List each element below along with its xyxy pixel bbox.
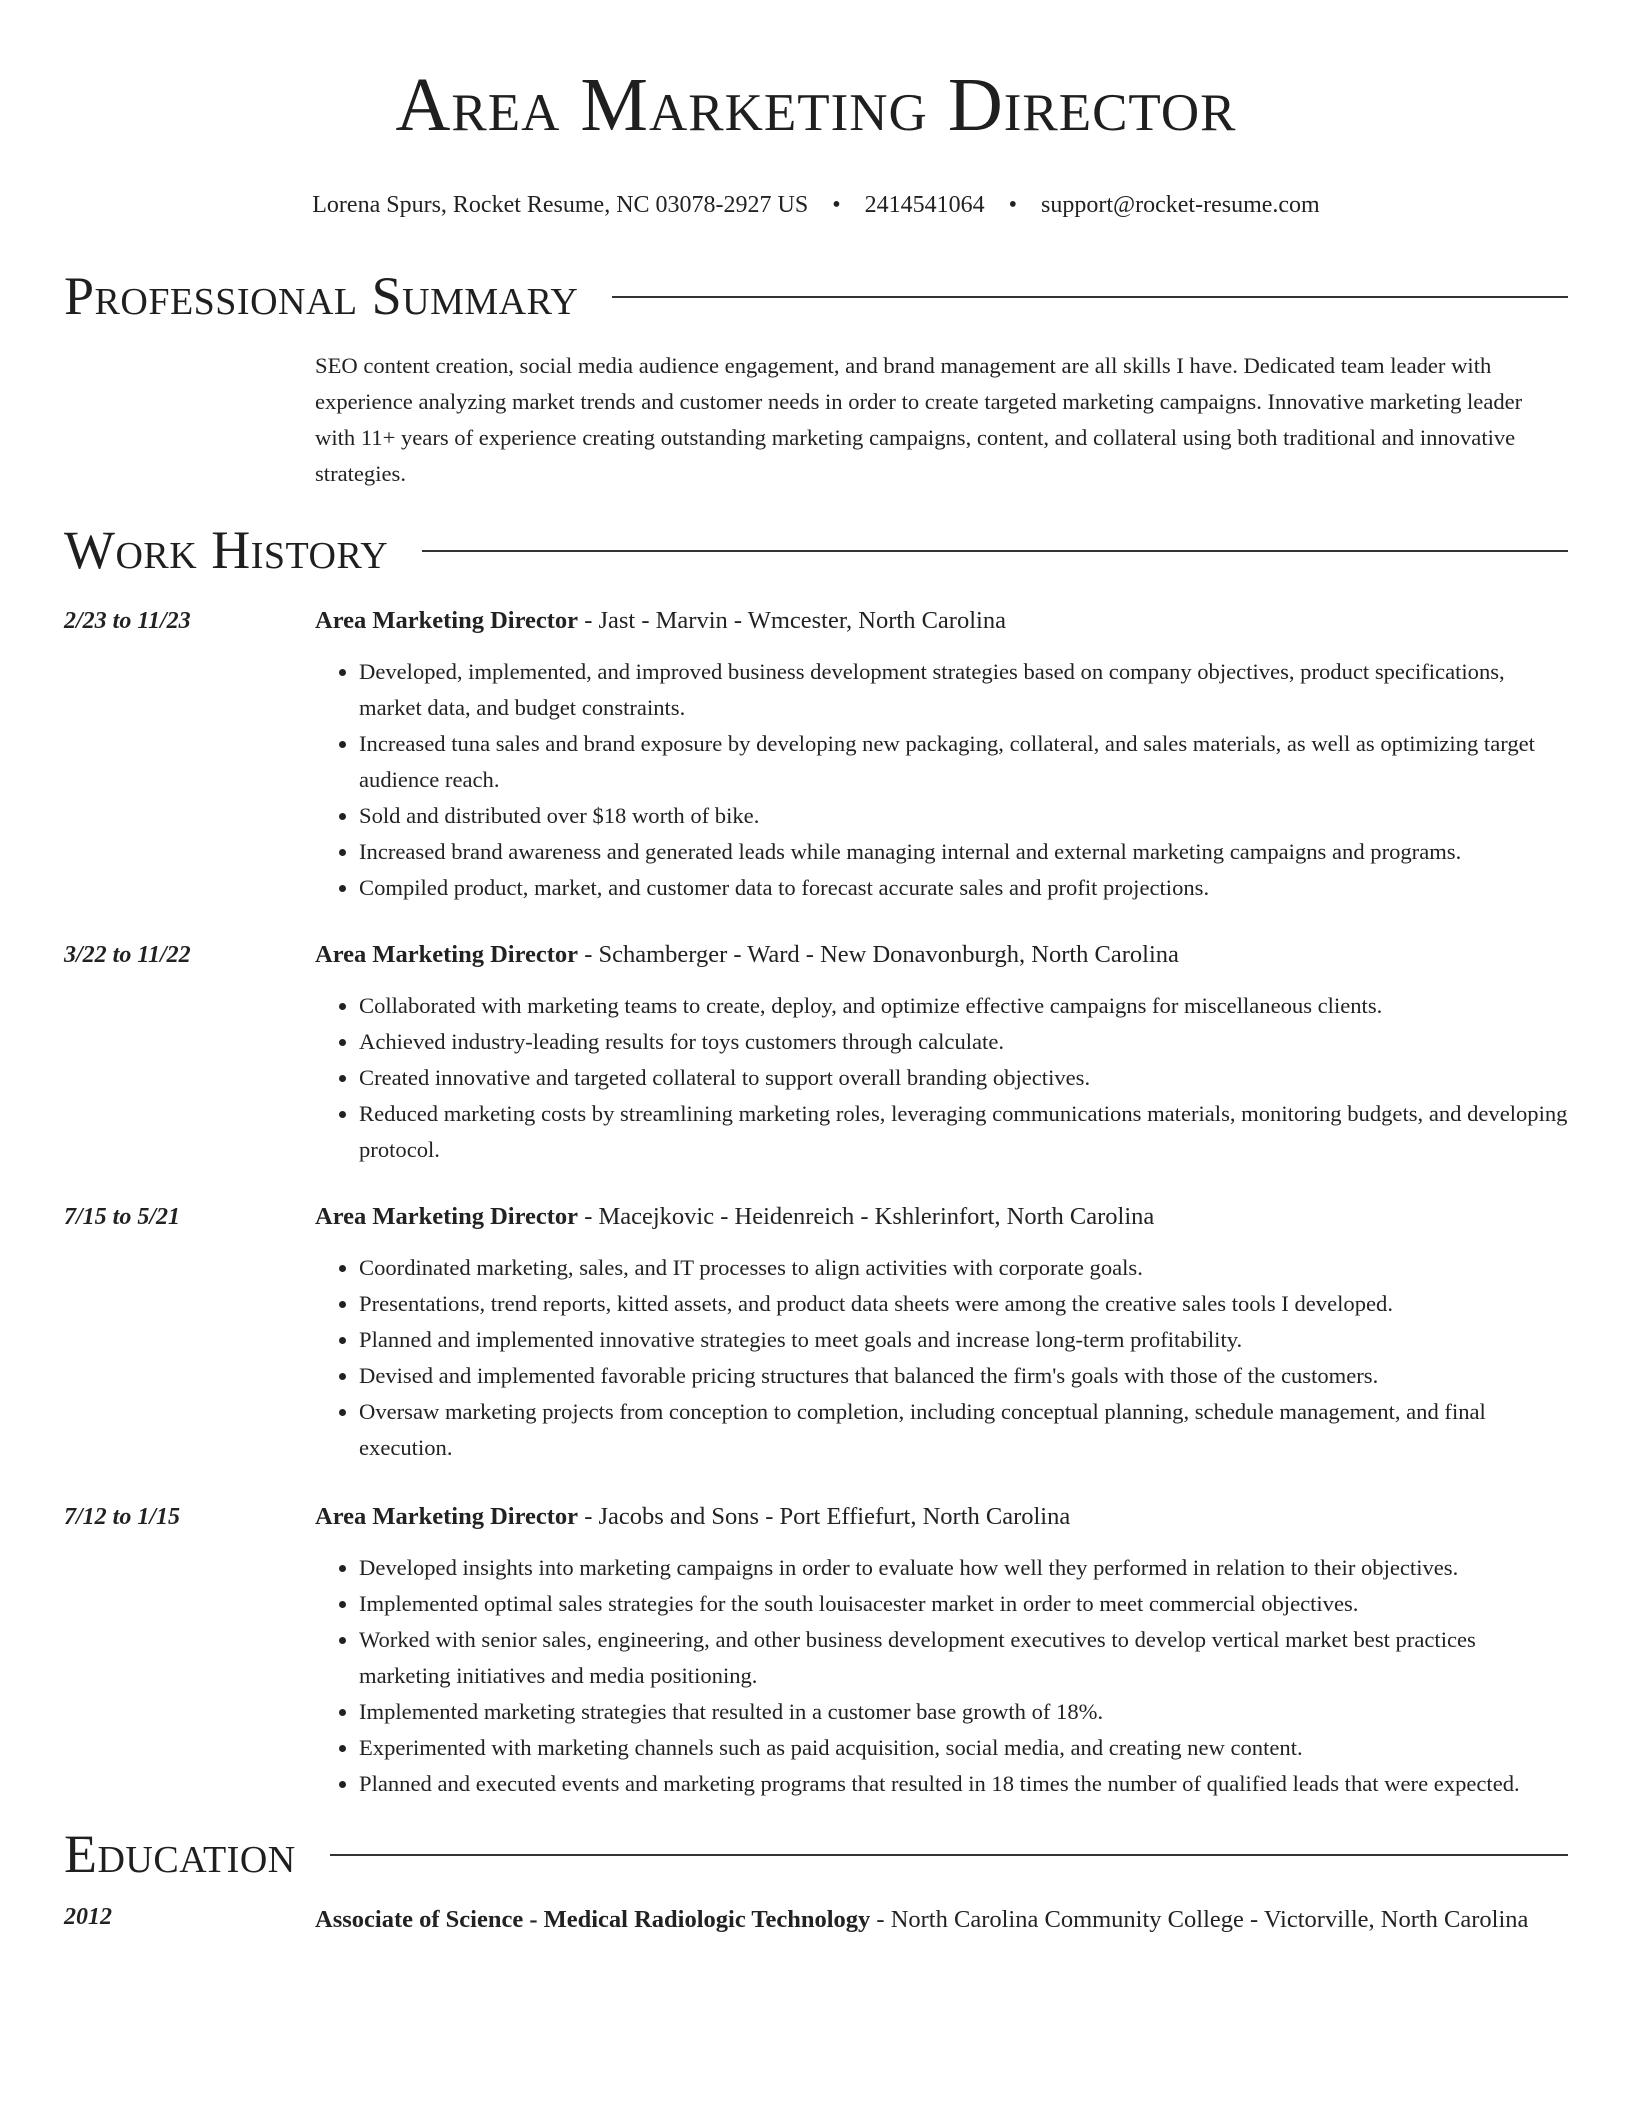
job-title — [315, 1500, 1568, 1534]
job-body — [315, 938, 1568, 1168]
job-details: - Jacobs and Sons - Port Effiefurt, North Carolina — [578, 1503, 1071, 1530]
resume-name: Area Marketing Director — [395, 63, 1237, 147]
job-dates: 7/15 to 5/21 — [64, 1204, 181, 1230]
contact-separator: • — [832, 192, 841, 218]
job-bullets — [315, 1250, 1568, 1466]
section-divider — [422, 550, 1568, 552]
job-role: Area Marketing Director — [315, 607, 579, 634]
job-body — [315, 1200, 1568, 1466]
education-body — [315, 1900, 1568, 1940]
education-degree: Associate of Science - Medical Radiologic Technology — [315, 1906, 871, 1933]
job-bullets — [315, 1550, 1568, 1802]
job-bullet: • Experimented with marketing channels such as paid acquisition, social media, and creating new content. — [359, 1730, 1568, 1766]
job-title — [315, 604, 1568, 638]
job-bullet: • Increased brand awareness and generated leads while managing internal and external marketing campaigns and programs. — [359, 834, 1568, 870]
job-role: Area Marketing Director — [315, 941, 579, 968]
work-section-title: Work History — [64, 520, 389, 580]
job-bullet: • Presentations, trend reports, kitted assets, and product data sheets were among the creative sales tools I developed. — [359, 1286, 1568, 1322]
job-role: Area Marketing Director — [315, 1203, 579, 1230]
education-section-header — [64, 1824, 1568, 1884]
job-title — [315, 1200, 1568, 1234]
education-entry — [64, 1900, 1568, 1940]
summary-section-header — [64, 266, 1568, 326]
job-bullet: • Collaborated with marketing teams to create, deploy, and optimize effective campaigns for miscellaneous clients. — [359, 988, 1568, 1024]
job-dates: 2/23 to 11/23 — [64, 608, 191, 634]
job-bullet: • Implemented marketing strategies that resulted in a customer base growth of 18%. — [359, 1694, 1568, 1730]
job-bullet: • Compiled product, market, and customer data to forecast accurate sales and profit projections. — [359, 870, 1568, 906]
job-bullet: • Implemented optimal sales strategies for the south louisacester market in order to meet commercial objectives. — [359, 1586, 1568, 1622]
job-body — [315, 1500, 1568, 1802]
job-bullet: • Planned and implemented innovative strategies to meet goals and increase long-term profitability. — [359, 1322, 1568, 1358]
job-bullet: • Sold and distributed over $18 worth of bike. — [359, 798, 1568, 834]
job-entry — [64, 604, 1568, 906]
job-title — [315, 938, 1568, 972]
education-details: - North Carolina Community College - Victorville, North Carolina — [870, 1906, 1529, 1933]
contact-address: Lorena Spurs, Rocket Resume, NC 03078-2927 US — [312, 192, 809, 218]
job-bullet: • Increased tuna sales and brand exposure by developing new packaging, collateral, and sales materials, as well as optimizing target audience reach. — [359, 726, 1568, 798]
job-bullet: • Planned and executed events and marketing programs that resulted in 18 times the number of qualified leads that were expected. — [359, 1766, 1568, 1802]
job-bullet: • Coordinated marketing, sales, and IT processes to align activities with corporate goals. — [359, 1250, 1568, 1286]
job-bullet: • Devised and implemented favorable pricing structures that balanced the firm's goals with those of the customers. — [359, 1358, 1568, 1394]
job-bullets — [315, 654, 1568, 906]
job-bullet: • Worked with senior sales, engineering, and other business development executives to develop vertical market best practices marketing initiatives and media positioning. — [359, 1622, 1568, 1694]
job-entry — [64, 1200, 1568, 1466]
summary-text: SEO content creation, social media audience engagement, and brand management are all skills I have. Dedicated team leader with experience analyzing market trends and customer needs in order to create targeted marketing campaigns. Innovative marketing leader with 11+ years of experience creating outstanding marketing campaigns, content, and collateral using both traditional and innovative strategies. — [315, 353, 1523, 486]
job-details: - Jast - Marvin - Wmcester, North Carolina — [578, 607, 1006, 634]
job-role: Area Marketing Director — [315, 1503, 579, 1530]
education-title — [315, 1900, 1568, 1940]
job-bullet: • Oversaw marketing projects from conception to completion, including conceptual planning, schedule management, and final execution. — [359, 1394, 1568, 1466]
work-history-list — [64, 604, 1568, 1802]
contact-email: support@rocket-resume.com — [1041, 192, 1320, 218]
job-bullet: • Reduced marketing costs by streamlining marketing roles, leveraging communications materials, monitoring budgets, and developing protocol. — [359, 1096, 1568, 1168]
job-bullet: • Developed, implemented, and improved business development strategies based on company objectives, product specifications, market data, and budget constraints. — [359, 654, 1568, 726]
work-section-header — [64, 520, 1568, 580]
section-divider — [612, 296, 1568, 298]
section-divider — [330, 1854, 1568, 1856]
education-section-title: Education — [64, 1824, 296, 1884]
job-bullet: • Developed insights into marketing campaigns in order to evaluate how well they performed in relation to their objectives. — [359, 1550, 1568, 1586]
job-entry — [64, 938, 1568, 1168]
job-entry — [64, 1500, 1568, 1802]
job-body — [315, 604, 1568, 906]
job-details: - Macejkovic - Heidenreich - Kshlerinfort, North Carolina — [578, 1203, 1155, 1230]
job-bullet: • Achieved industry-leading results for toys customers through calculate. — [359, 1024, 1568, 1060]
job-bullets — [315, 988, 1568, 1168]
contact-separator: • — [1008, 192, 1018, 218]
contact-phone: 2414541064 — [864, 192, 985, 218]
job-dates: 7/12 to 1/15 — [64, 1504, 181, 1530]
job-details: - Schamberger - Ward - New Donavonburgh, North Carolina — [578, 941, 1179, 968]
contact-line — [64, 190, 1568, 220]
job-dates: 3/22 to 11/22 — [64, 942, 191, 968]
education-year: 2012 — [64, 1904, 112, 1930]
summary-section-title: Professional Summary — [64, 266, 579, 326]
job-bullet: • Created innovative and targeted collateral to support overall branding objectives. — [359, 1060, 1568, 1096]
